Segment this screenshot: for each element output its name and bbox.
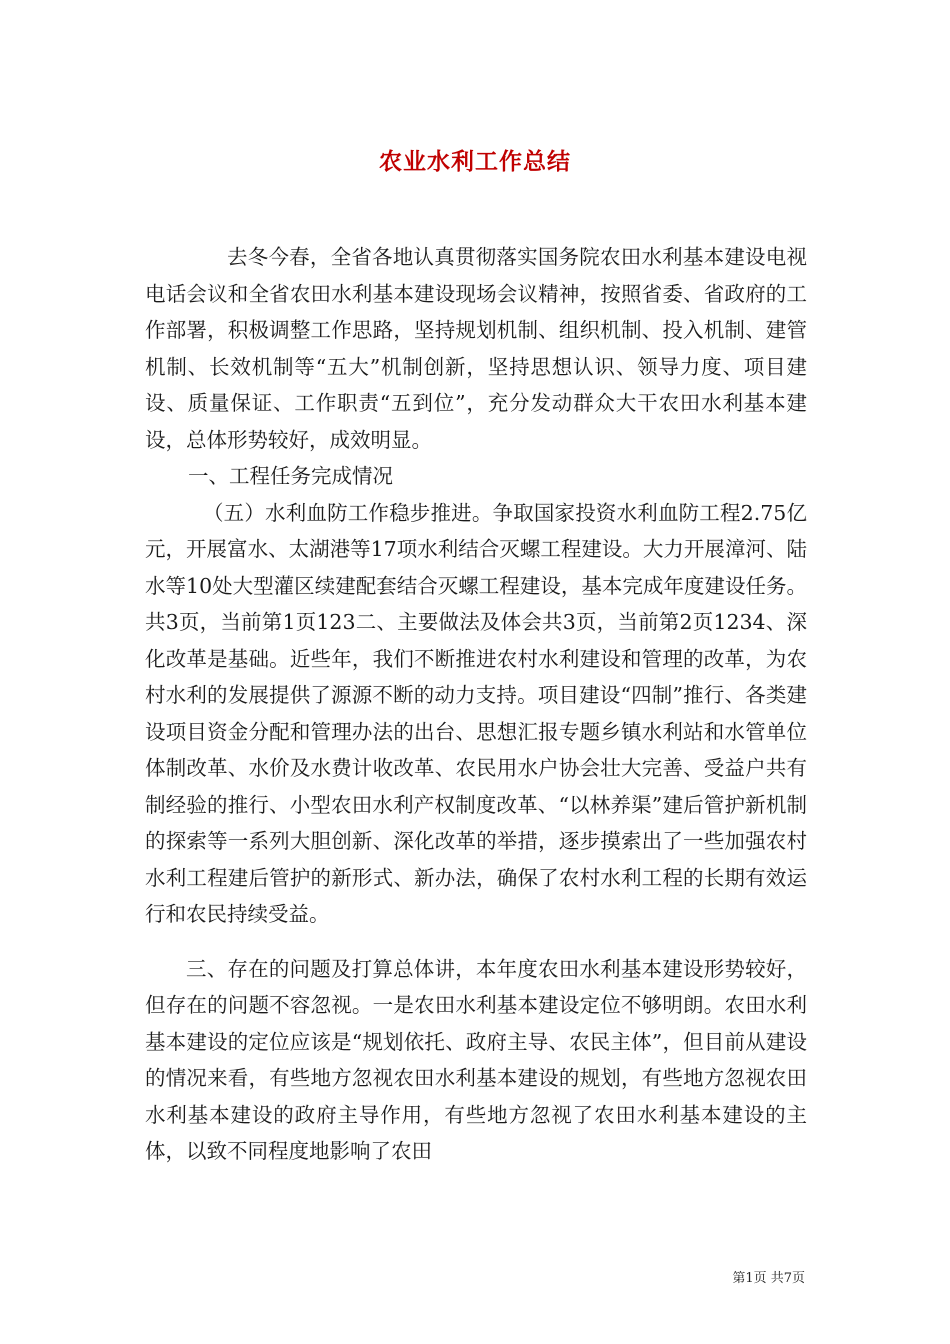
section-heading-1: 一、工程任务完成情况 xyxy=(188,464,393,488)
paragraph-section-5: （五）水利血防工作稳步推进。争取国家投资水利血防工程2.75亿元，开展富水、太湖港等17项水利结合灭螺工程建设。大力开展漳河、陆水等10处大型灌区续建配套结合灭螺工程建设，基本完成年度建设任务。共3页，当前第1页123二、主要做法及体会共3页，当前第2页1234、深化改革是基础。近些年，我们不断推进农村水利建设和管理的改革，为农村水利的发展提供了源源不断的动力支持。项目建设“四制”推行、各类建设项目资金分配和管理办法的出台、思想汇报专题乡镇水利站和水管单位体制改革、水价及水费计收改革、农民用水户协会壮大完善、受益户共有制经验的推行、小型农田水利产权制度改革、“以林养渠”建后管护新机制的探索等一系列大胆创新、深化改革的举措，逐步摸索出了一些加强农村水利工程建后管护的新形式、新办法，确保了农村水利工程的长期有效运行和农民持续受益。 xyxy=(145,500,807,926)
page-number-footer: 第1页 共7页 xyxy=(732,1271,805,1286)
paragraph-intro: 去冬今春，全省各地认真贯彻落实国务院农田水利基本建设电视电话会议和全省农田水利基本建设现场会议精神，按照省委、省政府的工作部署，积极调整工作思路，坚持规划机制、组织机制、投入机制、建管机制、长效机制等“五大”机制创新，坚持思想认识、领导力度、项目建设、质量保证、工作职责“五到位”，充分发动群众大干农田水利基本建设，总体形势较好，成效明显。 xyxy=(145,245,807,452)
document-title: 农业水利工作总结 xyxy=(379,148,571,176)
paragraph-section-3: 三、存在的问题及打算总体讲，本年度农田水利基本建设形势较好，但存在的问题不容忽视。一是农田水利基本建设定位不够明朗。农田水利基本建设的定位应该是“规划依托、政府主导、农民主体”，但目前从建设的情况来看，有些地方忽视农田水利基本建设的规划，有些地方忽视农田水利基本建设的政府主导作用，有些地方忽视了农田水利基本建设的主体，以致不同程度地影响了农田 xyxy=(145,956,807,1163)
document-body xyxy=(145,239,807,1170)
